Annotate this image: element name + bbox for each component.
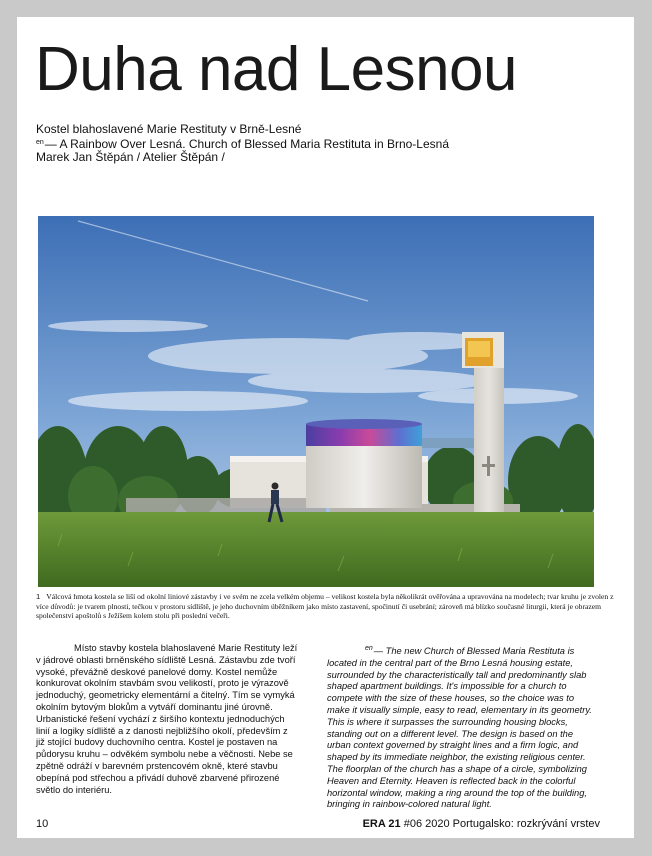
magazine-footer xyxy=(363,818,600,830)
subtitle-czech: Kostel blahoslavené Marie Restituty v Brně-Lesné xyxy=(36,122,302,136)
english-marker: en xyxy=(36,139,44,146)
body-text-english xyxy=(327,643,597,811)
figure-caption xyxy=(36,592,618,621)
church-photo xyxy=(38,216,594,587)
issue-info: #06 2020 Portugalsko: rozkrývání vrstev xyxy=(403,818,600,830)
english-marker: en xyxy=(365,645,373,652)
magazine-page xyxy=(17,17,634,838)
subtitle-english-text: — A Rainbow Over Lesná. Church of Blessed Maria Restituta in Brno-Lesná xyxy=(44,137,449,151)
page-number: 10 xyxy=(36,818,49,830)
body-text-czech: Místo stavby kostela blahoslavené Marie Restituty leží v jádrové oblasti brněnského sídliště Lesná. Zástavbu zde tvoří vysoké, převážně deskové panelové domy. Kostel nemůže konkurovat okolním stavbám svou velikostí, proto je výrazově jednoduchý, geometricky elementární a čitelný. Tím se vymyká okolním bytovým blokům a vytváří dominantu jiné úrovně. Urbanistické řešení vychází z širšího kontextu jednoduchých linií a logiky sídliště a z danosti nejbližšího okolí, především z již stojící budovy duchovního centra. Kostel je postaven na půdorysu kruhu – odvěkém symbolu nebe a věčnosti. Nebe se zpětně odráží v barevném prstencovém okně, které stavbu obepíná pod střechou a přivádí duhově zbarvené přirozené světlo do interiéru. xyxy=(36,643,298,795)
magazine-name: ERA 21 xyxy=(362,818,401,830)
article-title: Duha nad Lesnou xyxy=(35,35,518,104)
article-authors: Marek Jan Štěpán / Atelier Štěpán / xyxy=(36,150,225,164)
figure-caption-text: Válcová hmota kostela se liší od okolní liniové zástavby i ve svém ne zcela velkém objemu – velikost kostela byla několikrát ověřována a upravována na modelech; tvar kruhu je zvolen z více důvodů: je tvarem plnosti, tečkou v prostoru sídliště, je jeho duchovním úběžníkem jako místo zastavení, spočinutí či usebrání; zároveň má blízko současné liturgii, která je obrazem společenství apoštolů s Ježíšem kolem stolu při poslední večeři. xyxy=(36,592,614,621)
body-text-english-content: — The new Church of Blessed Maria Restituta is located in the central part of the Brno Lesná housing estate, surrounded by the characteristically tall and predominantly slab shaped apartment buildings. It's impossible for a church to compete with the size of these houses, so the choice was to make it visually simple, easy to read, elementary in its geometry. This is where it surpasses the surrounding housing blocks, standing out on a different level. The design is based on the urban context governed by straight lines and a firm logic, and shaped by its immediate neighbor, the existing religious center. The floorplan of the church has a shape of a circle, symbolizing Heaven and Eternity. Heaven is reflected back in the colorful horizontal window, making a ring around the top of the building, bringing in rainbow-colored natural light. xyxy=(327,646,592,810)
figure-number: 1 xyxy=(36,592,41,601)
